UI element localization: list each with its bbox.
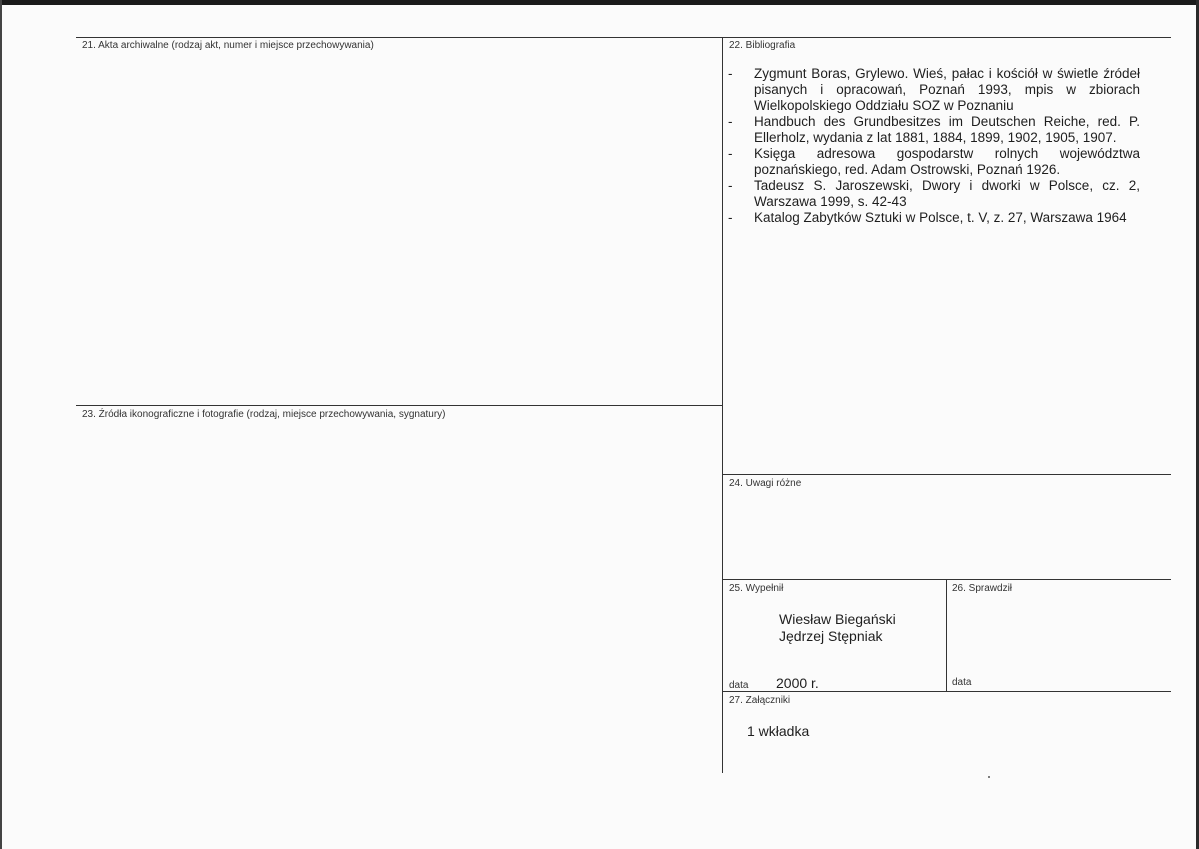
- section-26-label: 26. Sprawdził: [952, 583, 1013, 594]
- rule-section-23: [76, 405, 722, 406]
- section-24-label: 24. Uwagi różne: [729, 478, 802, 489]
- section-22-label: 22. Bibliografia: [729, 40, 796, 51]
- top-rule: [76, 37, 1171, 38]
- section-25-date-value: 2000 r.: [776, 675, 819, 691]
- bibliography-entry: - Księga adresowa gospodarstw rolnych województwa poznańskiego, red. Adam Ostrowski, Poznań 1926.: [728, 146, 1140, 177]
- bibliography-entry: - Zygmunt Boras, Grylewo. Wieś, pałac i kościół w świetle źródeł pisanych i opracowań, Poznań 1993, mpis w zbiorach Wielkopolskiego Oddziału SOZ w Poznaniu: [728, 66, 1140, 113]
- section-25-date-label: data: [729, 680, 749, 691]
- attachments-value: 1 wkładka: [747, 723, 810, 739]
- section-23-label: 23. Źródła ikonograficzne i fotografie (rodzaj, miejsce przechowywania, sygnatury): [82, 409, 446, 420]
- section-26-date-label: data: [952, 677, 972, 688]
- rule-section-24: [722, 474, 1171, 475]
- section-25-label: 25. Wypełnił: [729, 583, 784, 594]
- paper-speck: [988, 776, 990, 778]
- bibliography-entry: - Katalog Zabytków Sztuki w Polsce, t. V, z. 27, Warszawa 1964: [728, 210, 1127, 225]
- section-21-label: 21. Akta archiwalne (rodzaj akt, numer i miejsce przechowywania): [82, 40, 374, 51]
- divider-25-26: [946, 579, 947, 691]
- filled-by-name-1: Wiesław Biegański: [779, 611, 896, 627]
- bibliography-entry: - Handbuch des Grundbesitzes im Deutschen Reiche, red. P. Ellerholz, wydania z lat 1881, 1884, 1899, 1902, 1905, 1907.: [728, 114, 1140, 145]
- page-top-edge: [0, 0, 1199, 5]
- bibliography-entry: - Tadeusz S. Jaroszewski, Dwory i dworki w Polsce, cz. 2, Warszawa 1999, s. 42-43: [728, 178, 1140, 209]
- center-divider: [722, 37, 723, 773]
- page-left-edge: [0, 0, 2, 849]
- bibliography-list: [728, 66, 1140, 226]
- rule-section-27: [722, 691, 1171, 692]
- filled-by-name-2: Jędrzej Stępniak: [779, 628, 883, 644]
- section-27-label: 27. Załączniki: [729, 695, 791, 706]
